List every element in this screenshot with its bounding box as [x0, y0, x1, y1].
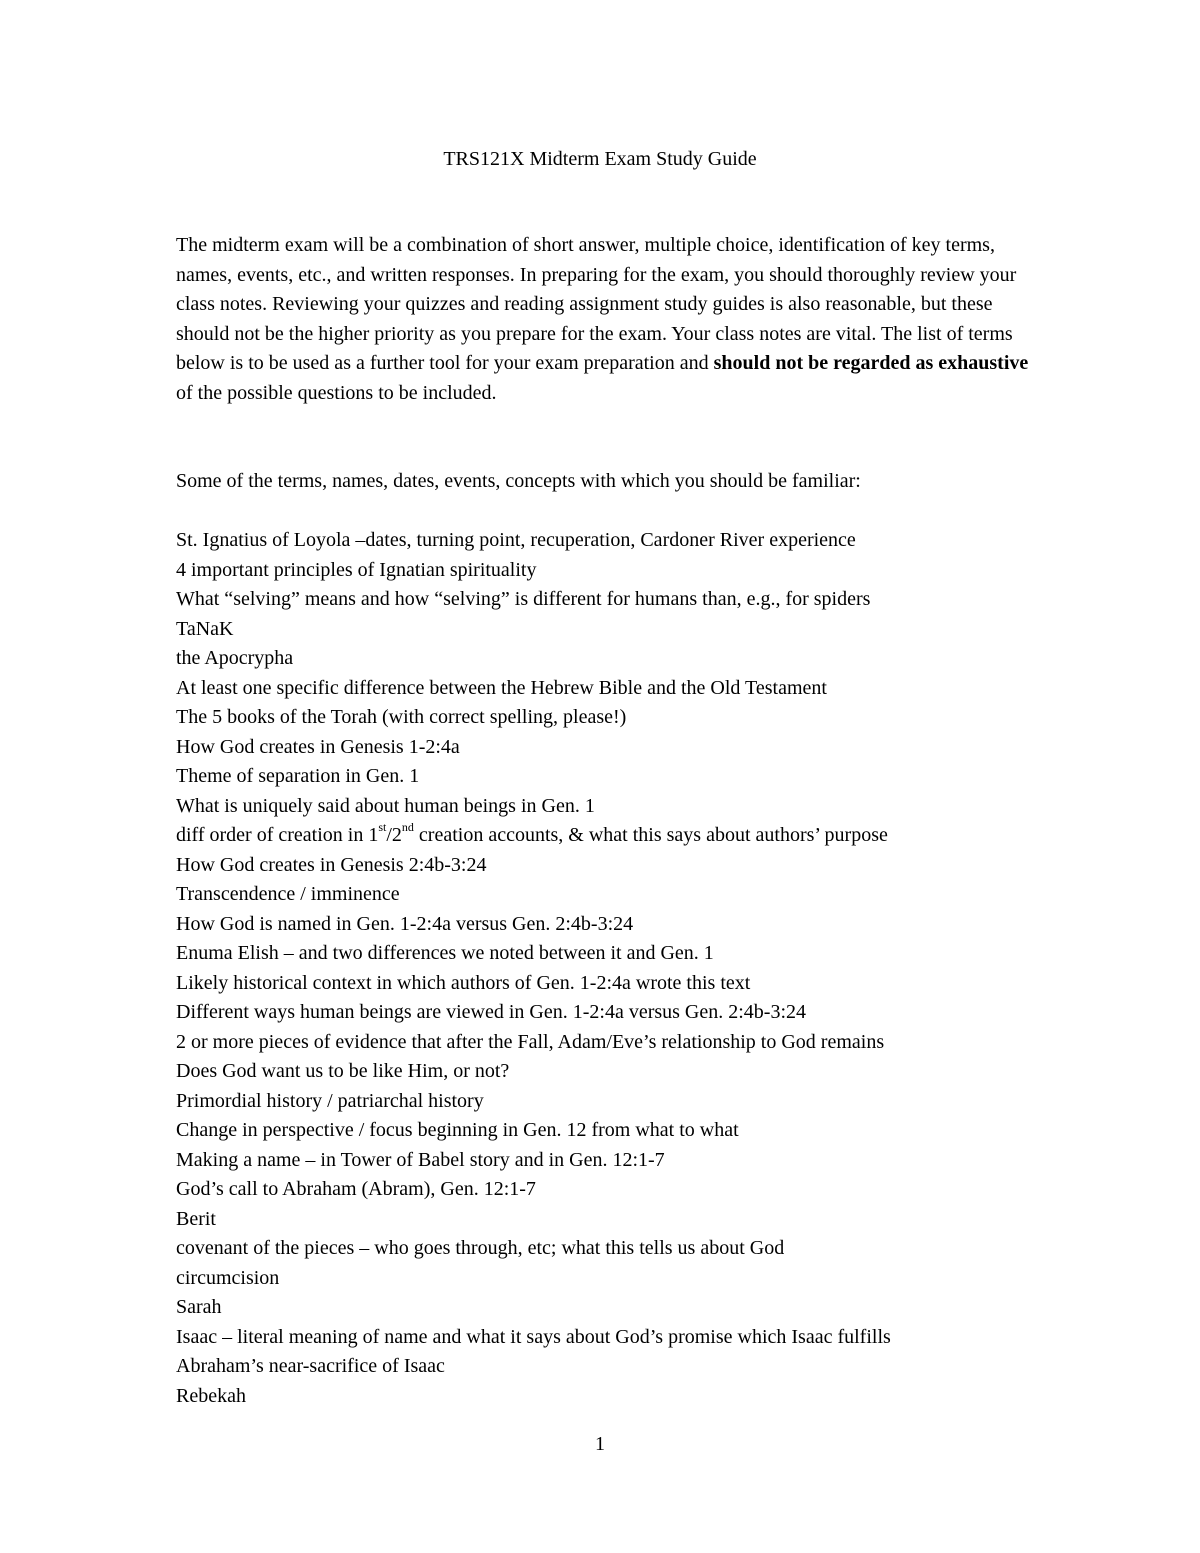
term-item: Likely historical context in which authors of Gen. 1-2:4a wrote this text [176, 971, 751, 994]
term-item: Different ways human beings are viewed in Gen. 1-2:4a versus Gen. 2:4b-3:24 [176, 1001, 807, 1023]
term-item: TaNaK [176, 617, 234, 640]
term-item: Transcendence / imminence [176, 883, 400, 905]
terms-list [176, 526, 1076, 1411]
creation-order-text-2: /2 [386, 824, 402, 846]
term-item: How God creates in Genesis 1-2:4a [176, 735, 460, 758]
term-item: Making a name – in Tower of Babel story and in Gen. 12:1-7 [176, 1148, 665, 1171]
intro-bold-text: should not be regarded as exhaustive [713, 352, 1029, 374]
term-item: Rebekah [176, 1384, 246, 1407]
document-title: TRS121X Midterm Exam Study Guide [443, 148, 757, 170]
term-item: How God creates in Genesis 2:4b-3:24 [176, 853, 487, 876]
term-item: What “selving” means and how “selving” is different for humans than, e.g., for spiders [176, 588, 871, 610]
page-number: 1 [595, 1433, 605, 1455]
term-item: The 5 books of the Torah (with correct spelling, please!) [176, 706, 627, 728]
intro-text-end: of the possible questions to be included. [176, 381, 497, 404]
creation-order-sup-nd: nd [401, 820, 414, 835]
term-item: St. Ignatius of Loyola –dates, turning point, recuperation, Cardoner River experience [176, 529, 856, 551]
term-item: Sarah [176, 1296, 222, 1318]
term-item: Theme of separation in Gen. 1 [176, 765, 420, 787]
creation-order-sup-st: st [378, 820, 387, 835]
term-item: God’s call to Abraham (Abram), Gen. 12:1-7 [176, 1178, 536, 1200]
terms-heading: Some of the terms, names, dates, events, concepts with which you should be familiar: [176, 470, 861, 492]
term-item: At least one specific difference between the Hebrew Bible and the Old Testament [176, 676, 827, 699]
term-item: What is uniquely said about human beings in Gen. 1 [176, 794, 595, 817]
term-item: Berit [176, 1207, 216, 1230]
term-item: 4 important principles of Ignatian spirituality [176, 558, 537, 581]
term-item: Abraham’s near-sacrifice of Isaac [176, 1355, 445, 1377]
term-item: 2 or more pieces of evidence that after the Fall, Adam/Eve’s relationship to God remains [176, 1030, 885, 1053]
term-item: Primordial history / patriarchal history [176, 1089, 484, 1112]
term-item: How God is named in Gen. 1-2:4a versus Gen. 2:4b-3:24 [176, 912, 634, 935]
term-item: Enuma Elish – and two differences we noted between it and Gen. 1 [176, 942, 714, 964]
term-item-creation-order [176, 821, 1076, 851]
term-item: Isaac – literal meaning of name and what it says about God’s promise which Isaac fulfills [176, 1325, 891, 1348]
term-item: covenant of the pieces – who goes through, etc; what this tells us about God [176, 1237, 785, 1259]
intro-paragraph [176, 231, 1036, 408]
creation-order-text-3: creation accounts, & what this says about authors’ purpose [413, 824, 888, 846]
term-item: the Apocrypha [176, 647, 294, 669]
term-item: Does God want us to be like Him, or not? [176, 1060, 510, 1082]
term-item: Change in perspective / focus beginning in Gen. 12 from what to what [176, 1119, 739, 1141]
creation-order-text-1: diff order of creation in 1 [176, 824, 379, 846]
intro-text-start: The midterm exam will be a combination of short answer, multiple choice, identification of key terms, names, events, etc., and written responses. In preparing for the exam, you should thoroughly review your class notes. Reviewing your quizzes and reading assignment study guides is also reasonable, but these should not be the higher priority as you prepare for the exam. Your class notes are vital. The list of terms below is to be used as a further tool for your exam preparation and [176, 234, 1017, 374]
term-item: circumcision [176, 1266, 280, 1289]
